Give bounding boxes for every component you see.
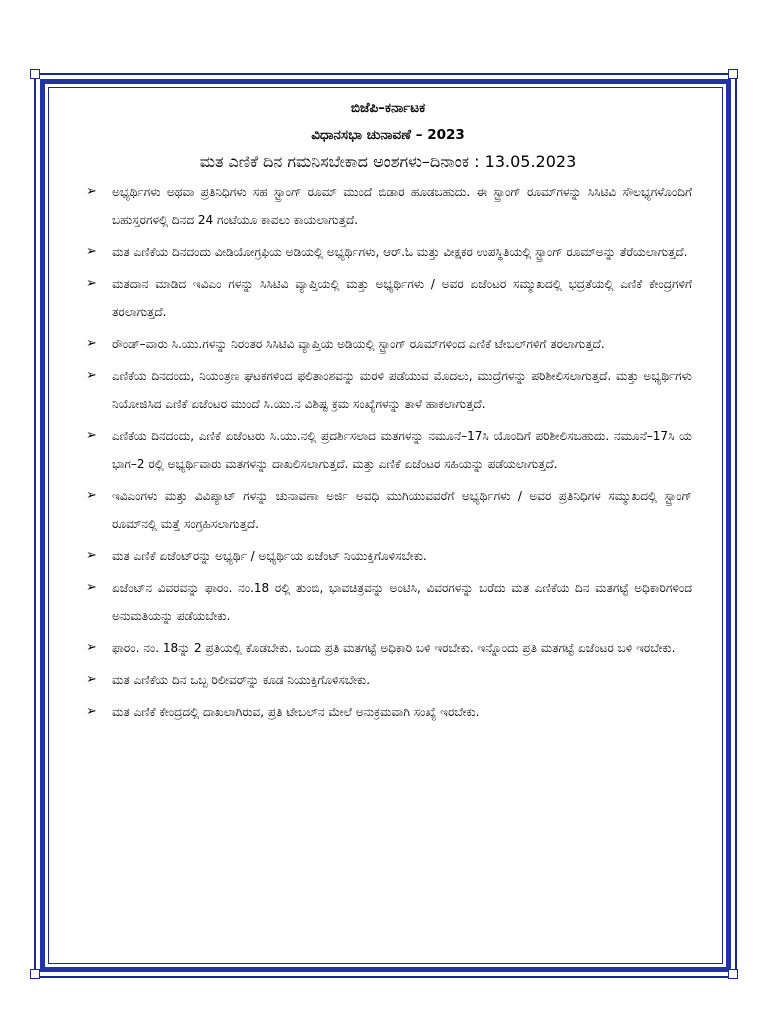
list-item [84, 574, 692, 630]
border-corner-bottom-right [728, 969, 738, 979]
list-item [84, 422, 692, 478]
list-item [84, 330, 692, 358]
election-heading: ವಿಧಾನಸಭಾ ಚುನಾವಣೆ – 2023 [311, 127, 465, 143]
bullet-arrow-icon: ➢ [86, 704, 97, 719]
bullet-arrow-icon: ➢ [86, 276, 97, 291]
border-corner-top-left [30, 69, 40, 79]
list-item [84, 482, 692, 538]
bullet-arrow-icon: ➢ [86, 580, 97, 595]
point-text: ಮತ ಎಣಿಕೆ ಏಜೆಂಟ್‌ರನ್ನು ಅಭ್ಯರ್ಥಿ / ಅಭ್ಯರ್ಥಿಯ ಏಜೆಂಟ್ ನಿಯುಕ್ತಿಗೊಳಿಸಬೇಕು. [112, 549, 427, 563]
list-item [84, 542, 692, 570]
border-corner-bottom-left [30, 969, 40, 979]
point-text: ಎಣಿಕೆಯ ದಿನದಂದು, ಎಣಿಕೆ ಏಜೆಂಟರು ಸಿ.ಯು.ನಲ್ಲಿ ಪ್ರದರ್ಶಿಸಲಾದ ಮತಗಳನ್ನು ನಮೂನೆ–17ಸಿ ಯೊಂದಿಗೆ ಪರಿಶೀಲಿಸಬಹುದು. ನಮೂನೆ–17ಸಿ ಯ ಭಾಗ–2 ರಲ್ಲಿ ಅಭ್ಯರ್ಥಿವಾರು ಮತಗಳನ್ನು ದಾಖಲಿಸಲಾಗುತ್ತದೆ. ಮತ್ತು ಎಣಿಕೆ ಏಜೆಂಟರ ಸಹಿಯನ್ನು ಪಡೆಯಲಾಗುತ್ತದೆ. [112, 429, 692, 471]
bullet-arrow-icon: ➢ [86, 488, 97, 503]
point-text: ಎಣಿಕೆಯ ದಿನದಂದು, ನಿಯಂತ್ರಣ ಘಟಕಗಳಿಂದ ಫಲಿತಾಂಶವನ್ನು ಮರಳಿ ಪಡೆಯುವ ಮೊದಲು, ಮುದ್ರೆಗಳನ್ನು ಪರಿಶೀಲಿಸಲಾಗುತ್ತದೆ. ಮತ್ತು ಅಭ್ಯರ್ಥಿಗಳು ನಿಯೋಜಿಸಿದ ಎಣಿಕೆ ಏಜೆಂಟರ ಮುಂದೆ ಸಿ.ಯು.ನ ವಿಶಿಷ್ಟ ಕ್ರಮ ಸಂಖ್ಯೆಗಳನ್ನು ತಾಳೆ ಹಾಕಲಾಗುತ್ತದೆ. [112, 369, 692, 411]
border-corner-top-right [728, 69, 738, 79]
bullet-arrow-icon: ➢ [86, 244, 97, 259]
list-item [84, 238, 692, 266]
bullet-arrow-icon: ➢ [86, 428, 97, 443]
bullet-arrow-icon: ➢ [86, 548, 97, 563]
bullet-arrow-icon: ➢ [86, 368, 97, 383]
point-text: ಮತದಾನ ಮಾಡಿದ ಇವಿಎಂ ಗಳನ್ನು ಸಿಸಿಟಿವಿ ವ್ಯಾಪ್ತಿಯಲ್ಲಿ ಮತ್ತು ಅಭ್ಯರ್ಥಿಗಳು / ಅವರ ಏಜೆಂಟರ ಸಮ್ಮುಖದಲ್ಲಿ ಭದ್ರತೆಯಲ್ಲಿ ಎಣಿಕೆ ಕೇಂದ್ರಗಳಿಗೆ ತರಲಾಗುತ್ತದೆ. [112, 277, 692, 319]
point-text: ಫಾರಂ. ನಂ. 18ನ್ನು 2 ಪ್ರತಿಯಲ್ಲಿ ಕೊಡಬೇಕು. ಒಂದು ಪ್ರತಿ ಮತಗಟ್ಟೆ ಅಧಿಕಾರಿ ಬಳಿ ಇರಬೇಕು. ಇನ್ನೊಂದು ಪ್ರತಿ ಮತಗಟ್ಟೆ ಏಜೆಂಟರ ಬಳಿ ಇರಬೇಕು. [112, 641, 676, 655]
point-text: ರೌಂಡ್–ವಾರು ಸಿ.ಯು.ಗಳನ್ನು ನಿರಂತರ ಸಿಸಿಟಿವಿ ವ್ಯಾಪ್ತಿಯ ಅಡಿಯಲ್ಲಿ ಸ್ಟ್ರಾಂಗ್ ರೂಮ್‌ಗಳಿಂದ ಎಣಿಕೆ ಟೇಬಲ್‌ಗಳಿಗೆ ತರಲಾಗುತ್ತದೆ. [112, 337, 605, 351]
list-item [84, 270, 692, 326]
point-text: ಅಭ್ಯರ್ಥಿಗಳು ಅಥವಾ ಪ್ರತಿನಿಧಿಗಳು ಸಹ ಸ್ಟ್ರಾಂಗ್ ರೂಮ್ ಮುಂದೆ ಬಿಡಾರ ಹೂಡಬಹುದು. ಈ ಸ್ಟ್ರಾಂಗ್ ರೂಮ್‌ಗಳನ್ನು ಸಿಸಿಟಿವಿ ಸೌಲಭ್ಯಗಳೊಂದಿಗೆ ಬಹುಸ್ತರಗಳಲ್ಲಿ ದಿನದ 24 ಗಂಟೆಯೂ ಕಾವಲು ಕಾಯಲಾಗುತ್ತದೆ. [112, 185, 692, 227]
point-text: ಏಜೆಂಟ್‌ನ ವಿವರವನ್ನು ಫಾರಂ. ನಂ.18 ರಲ್ಲಿ ತುಂಬಿ, ಭಾವಚಿತ್ರವನ್ನು ಅಂಟಿಸಿ, ವಿವರಗಳನ್ನು ಬರೆದು ಮತ ಎಣಿಕೆಯ ದಿನ ಮತಗಟ್ಟೆ ಅಧಿಕಾರಿಗಳಿಂದ ಅನುಮತಿಯನ್ನು ಪಡೆಯಬೇಕು. [112, 581, 692, 623]
bullet-arrow-icon: ➢ [86, 640, 97, 655]
points-list [84, 178, 692, 726]
list-item [84, 178, 692, 234]
point-text: ಮತ ಎಣಿಕೆ ಕೇಂದ್ರದಲ್ಲಿ ದಾಖಲಾಗಿರುವ, ಪ್ರತಿ ಟೇಬಲ್‌ನ ಮೇಲೆ ಅನುಕ್ರಮವಾಗಿ ಸಂಖ್ಯೆ ಇರಬೇಕು. [112, 705, 480, 719]
list-item [84, 634, 692, 662]
point-text: ಮತ ಎಣಿಕೆಯ ದಿನ ಒಬ್ಬ ರಿಲೀವರ್‌ನ್ನು ಕೂಡ ನಿಯುಕ್ತಿಗೊಳಿಸಬೇಕು. [112, 673, 371, 687]
bullet-arrow-icon: ➢ [86, 672, 97, 687]
list-item [84, 362, 692, 418]
document-title: ಮತ ಎಣಿಕೆ ದಿನ ಗಮನಿಸಬೇಕಾದ ಅಂಶಗಳು–ದಿನಾಂಕ : 13.05.2023 [199, 152, 577, 171]
party-heading: ಬಿಜೆಪಿ–ಕರ್ನಾಟಕ [350, 100, 426, 116]
document-body [84, 100, 692, 730]
point-text: ಇವಿಎಂಗಳು ಮತ್ತು ವಿವಿಪ್ಯಾಟ್ ಗಳನ್ನು ಚುನಾವಣಾ ಅರ್ಜಿ ಅವಧಿ ಮುಗಿಯುವವರೆಗೆ ಅಭ್ಯರ್ಥಿಗಳು / ಅವರ ಪ್ರತಿನಿಧಿಗಳ ಸಮ್ಮುಖದಲ್ಲಿ ಸ್ಟ್ರಾಂಗ್ ರೂಮ್‌ನಲ್ಲಿ ಮತ್ತೆ ಸಂಗ್ರಹಿಸಲಾಗುತ್ತದೆ. [112, 489, 692, 531]
list-item [84, 666, 692, 694]
point-text: ಮತ ಎಣಿಕೆಯ ದಿನದಂದು ವೀಡಿಯೋಗ್ರಫಿಯ ಅಡಿಯಲ್ಲಿ ಅಭ್ಯರ್ಥಿಗಳು, ಆರ್.ಓ ಮತ್ತು ವೀಕ್ಷಕರ ಉಪಸ್ಥಿತಿಯಲ್ಲಿ ಸ್ಟ್ರಾಂಗ್ ರೂಮ್‌ಅನ್ನು ತೆರೆಯಲಾಗುತ್ತದೆ. [112, 245, 688, 259]
list-item [84, 698, 692, 726]
bullet-arrow-icon: ➢ [86, 184, 97, 199]
bullet-arrow-icon: ➢ [86, 336, 97, 351]
